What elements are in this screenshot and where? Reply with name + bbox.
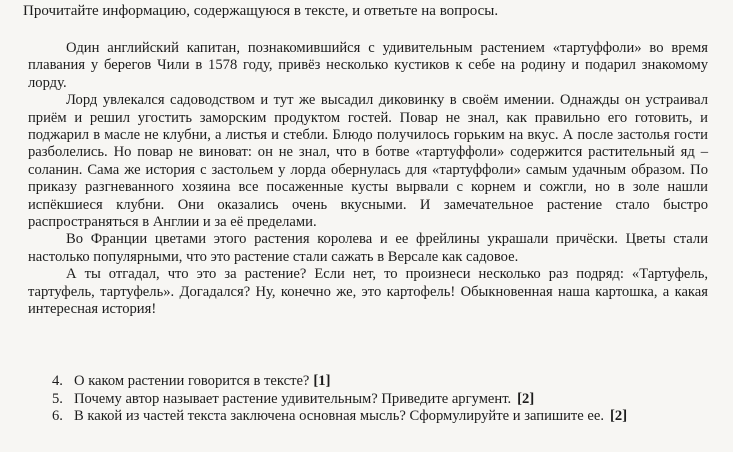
- question-points: [1]: [313, 373, 331, 389]
- paragraph-captain: Один английский капитан, познакомившийся с удивительным растением «тартуффоли» во время плавания у берегов Чили в 1578 году, привёз несколько кустиков к себе на родину и подарил знакомому лорду.: [28, 40, 708, 91]
- question-text: О каком растении говорится в тексте?: [74, 373, 310, 389]
- paragraph-lord: Лорд увлекался садоводством и тут же высадил диковинку в своём имении. Однажды он устраивал приём и решил угостить заморским продуктом гостей. Повар не знал, как правильно его готовить, и поджарил в масле не клубни, а листья и стебли. Блюдо получилось горьким на вкус. А после застолья гости разболелись. Но повар не виноват: он не знал, что в ботве «тартуффоли» содержится растительный яд – соланин. Сама же история с застольем у лорда обернулась для «тартуффоли» самым удачным образом. По приказу разгневанного хозяина все посаженные кусты вырвали с корнем и сожгли, но в золе нашли испёкшиеся клубни. Они оказались очень вкусными. И замечательное растение стало быстро распространяться в Англии и за её пределами.: [28, 92, 708, 231]
- paragraph-riddle: А ты отгадал, что это за растение? Если нет, то произнеси несколько раз подряд: «Тартуфель, тартуфель, тартуфель». Догадался? Ну, конечно же, это картофель! Обыкновенная наша картошка, а какая интересная история!: [28, 266, 708, 318]
- question-item: [52, 408, 712, 426]
- question-points: [2]: [610, 408, 628, 425]
- question-item: [52, 391, 712, 409]
- question-list: [52, 373, 712, 426]
- question-points: [2]: [517, 390, 535, 407]
- question-text: Почему автор называет растение удивительным? Приведите аргумент.: [74, 390, 512, 407]
- reading-text: [28, 40, 708, 319]
- question-number: 4.: [52, 373, 63, 389]
- paragraph-france: Во Франции цветами этого растения королева и ее фрейлины украшали причёски. Цветы стали настолько популярными, что это растение стали сажать в Версале как садовое.: [28, 231, 708, 265]
- question-text: В какой из частей текста заключена основная мысль? Сформулируйте и запишите ее.: [74, 408, 605, 425]
- question-number: 6.: [52, 408, 63, 425]
- question-number: 5.: [52, 390, 63, 407]
- task-instruction: Прочитайте информацию, содержащуюся в тексте, и ответьте на вопросы.: [23, 3, 499, 19]
- question-item: [52, 373, 712, 391]
